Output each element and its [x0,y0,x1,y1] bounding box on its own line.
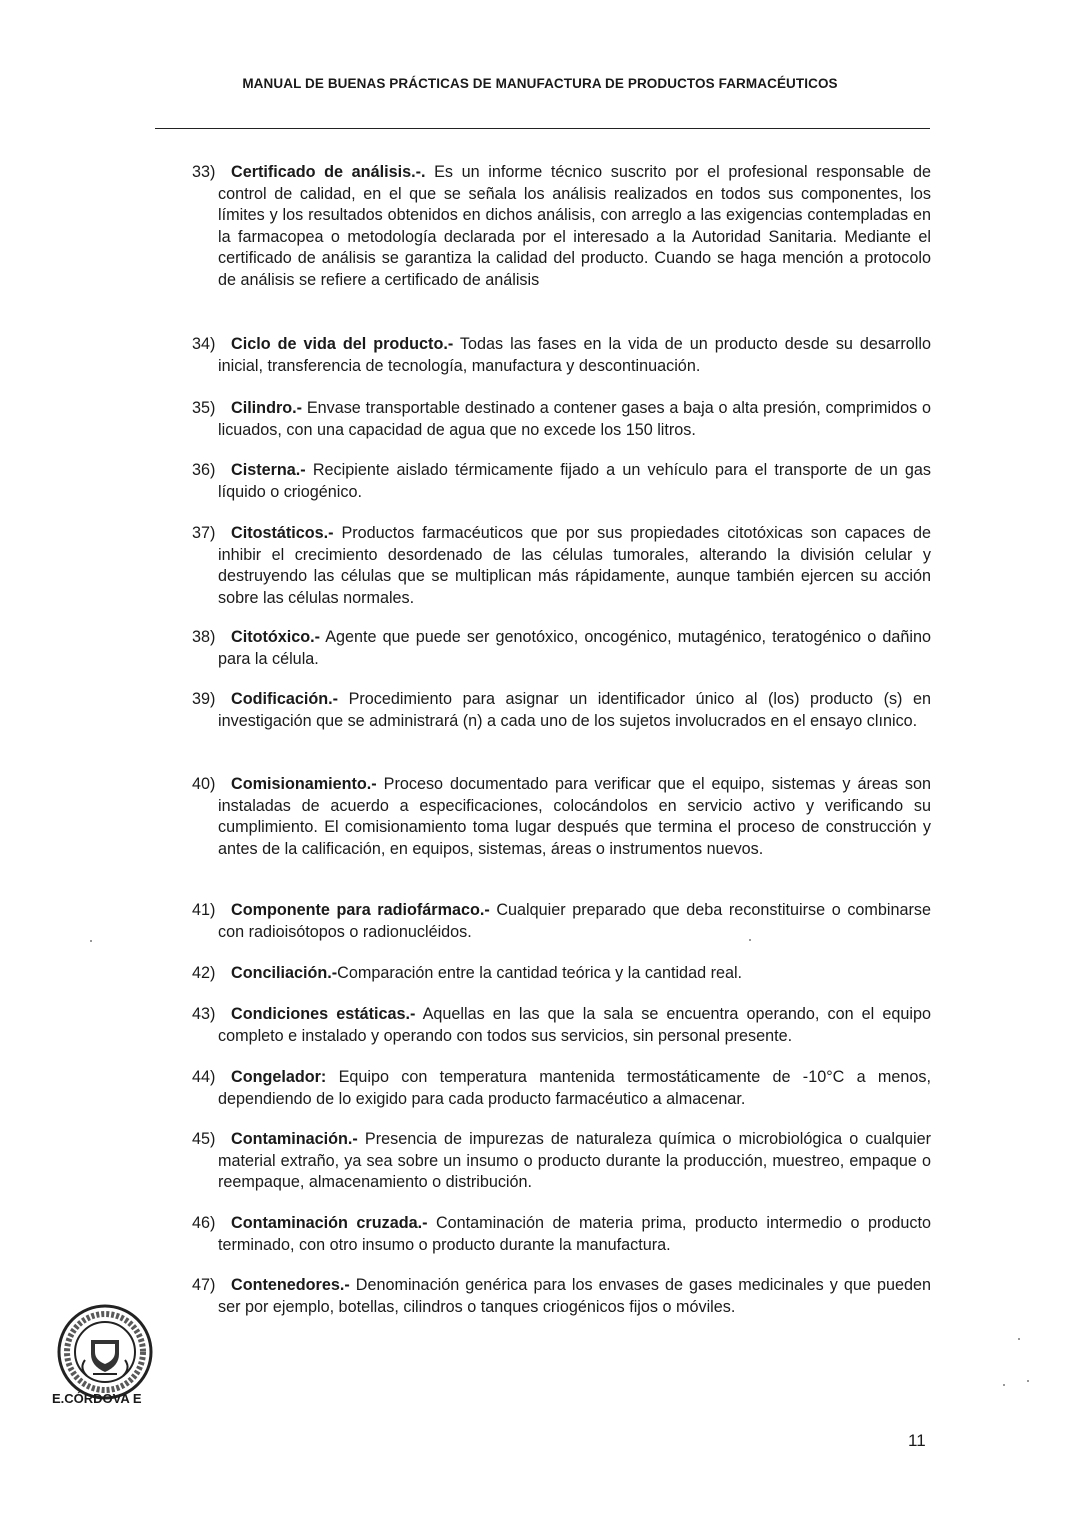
scan-speck [749,939,751,941]
scan-speck [1027,1380,1029,1382]
definition-term: Cisterna.- [231,461,306,479]
definition-term: Contaminación cruzada.- [231,1214,428,1232]
definition-number: 43) [192,1005,216,1023]
definition-item [192,1067,931,1110]
definition-number: 41) [192,901,216,919]
definition-term: Contenedores.- [231,1276,350,1294]
definition-text: Envase transportable destinado a contener gases a baja o alta presión, comprimidos o licuados, con una capacidad de agua que no excede los 150 litros. [218,399,931,439]
scan-speck [90,940,92,942]
definition-term: Codificación.- [231,690,339,708]
definition-text: Equipo con temperatura mantenida termostáticamente de -10°C a menos, dependiendo de lo exigido para cada producto farmacéutico a almacenar. [218,1068,931,1108]
definition-text: Denominación genérica para los envases de gases medicinales y que pueden ser por ejemplo, botellas, cilindros o tanques criogénicos fijos o móviles. [218,1276,931,1316]
definition-number: 34) [192,335,216,353]
definition-text: Proceso documentado para verificar que el equipo, sistemas y áreas son instaladas de acuerdo a especificaciones, colocándolos en servicio activo y verificando su cumplimiento. El comisionamiento toma lugar después que termina el proceso de construcción y antes de la calificación, en equipos, sistemas, áreas o instrumentos nuevos. [218,775,931,858]
definition-item [192,1004,931,1047]
page-number: 11 [908,1431,926,1450]
definition-text: Comparación entre la cantidad teórica y la cantidad real. [337,964,743,982]
definition-number: 38) [192,628,216,646]
definition-text: Aquellas en las que la sala se encuentra operando, con el equipo completo e instalado y operando con todos sus servicios, sin personal presente. [218,1005,931,1045]
definition-term: Ciclo de vida del producto.- [231,335,454,353]
definition-text: Cualquier preparado que deba reconstituirse o combinarse con radioisótopos o radionucléidos. [218,901,931,941]
definition-term: Citostáticos.- [231,524,334,542]
definition-item [192,1275,931,1318]
definition-item [192,460,931,503]
definition-term: Conciliación.- [231,964,338,982]
seal-caption: E.CÓRDOVA E [52,1391,142,1406]
definition-number: 36) [192,461,216,479]
definition-term: Congelador: [231,1068,327,1086]
definition-text: Contaminación de materia prima, producto intermedio o producto terminado, con otro insumo o producto durante la manufactura. [218,1214,931,1254]
definition-number: 37) [192,524,216,542]
definition-text: Procedimiento para asignar un identificador único al (los) producto (s) en investigación que se administrará (n) a cada uno de los sujetos involucrados en el ensayo clınico. [218,690,931,730]
scan-speck [1003,1384,1005,1386]
definition-number: 46) [192,1214,216,1232]
definition-number: 45) [192,1130,216,1148]
definition-number: 47) [192,1276,216,1294]
definition-text: Recipiente aislado térmicamente fijado a un vehículo para el transporte de un gas líquido o criogénico. [218,461,931,501]
definition-item [192,334,931,377]
definition-term: Contaminación.- [231,1130,358,1148]
definition-item [192,1213,931,1256]
definition-term: Componente para radiofármaco.- [231,901,490,919]
definition-term: Citotóxico.- [231,628,321,646]
definition-text: Agente que puede ser genotóxico, oncogénico, mutagénico, teratogénico o dañino para la célula. [218,628,931,668]
definition-number: 40) [192,775,216,793]
definition-text: Todas las fases en la vida de un producto desde su desarrollo inicial, transferencia de tecnología, manufactura y descontinuación. [218,335,931,375]
definition-item [192,900,931,943]
definition-text: Es un informe técnico suscrito por el profesional responsable de control de calidad, en el que se señala los análisis realizados en todos sus componentes, los límites y los resultados obtenidos en dichos análisis, con arreglo a las exigencias contempladas en la farmacopea o metodología declarada por el interesado a la Autoridad Sanitaria. Mediante el certificado de análisis se garantiza la calidad del producto. Cuando se haga mención a protocolo de análisis se refiere a certificado de análisis [218,163,931,289]
definition-number: 35) [192,399,216,417]
header-rule [155,128,930,129]
definition-term: Certificado de análisis.-. [231,163,426,181]
page-header-title: MANUAL DE BUENAS PRÁCTICAS DE MANUFACTURA DE PRODUCTOS FARMACÉUTICOS [242,76,838,91]
definition-item [192,398,931,441]
definition-number: 39) [192,690,216,708]
definition-item [192,1129,931,1194]
definition-item [192,627,931,670]
definition-number: 44) [192,1068,216,1086]
definition-text: Presencia de impurezas de naturaleza química o microbiológica o cualquier material extraño, ya sea sobre un insumo o producto durante la producción, muestreo, empaque o reempaque, almacenamiento o distribución. [218,1130,931,1192]
definition-item [192,162,931,292]
definition-item [192,689,931,732]
definition-item [192,774,931,860]
scan-speck [1018,1338,1020,1340]
definition-term: Comisionamiento.- [231,775,377,793]
definition-term: Cilindro.- [231,399,303,417]
definition-item [192,523,931,609]
official-seal-icon [55,1302,155,1402]
definition-item [192,963,931,985]
definition-number: 33) [192,163,216,181]
definition-term: Condiciones estáticas.- [231,1005,416,1023]
definition-text: Productos farmacéuticos que por sus propiedades citotóxicas son capaces de inhibir el crecimiento desordenado de las células tumorales, alterando la división celular y destruyendo las células que se multiplican más rápidamente, aunque también ejercen su acción sobre las células normales. [218,524,931,607]
definition-number: 42) [192,964,216,982]
